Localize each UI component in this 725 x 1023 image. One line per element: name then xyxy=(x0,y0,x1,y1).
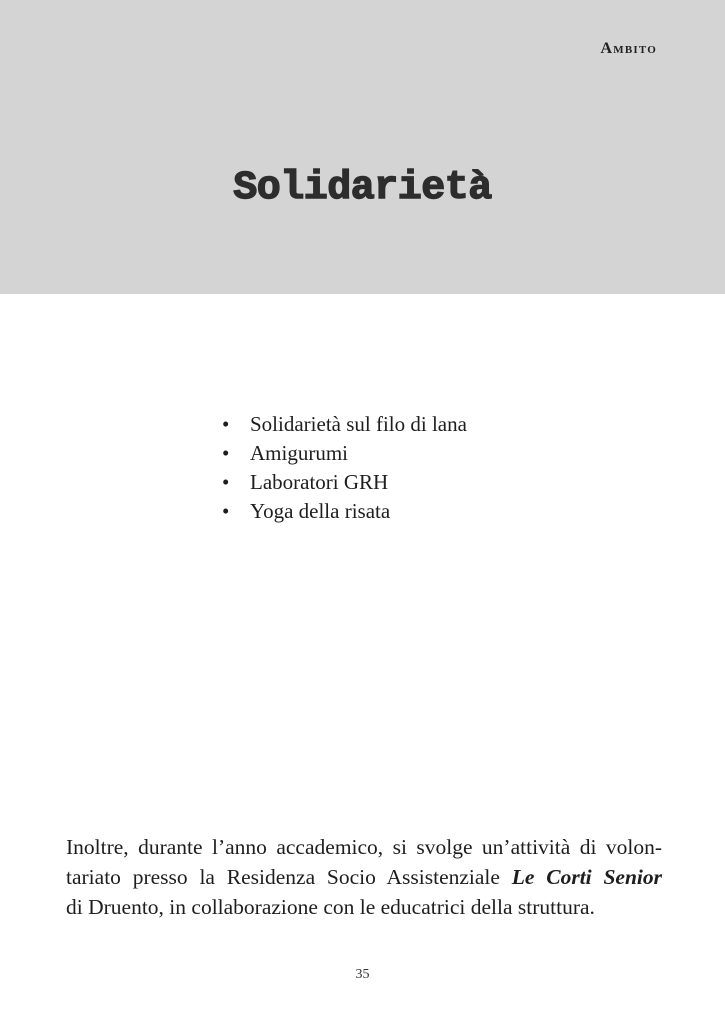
list-item-label: Yoga della risata xyxy=(250,499,391,523)
list-item xyxy=(222,468,467,497)
paragraph-line: di Druento, in collaborazione con le educatrici della struttura. xyxy=(66,895,595,919)
list-item-label: Solidarietà sul filo di lana xyxy=(250,412,467,436)
body-paragraph xyxy=(66,832,662,922)
section-label: Ambito xyxy=(600,40,657,57)
list-item-label: Laboratori GRH xyxy=(250,470,389,494)
header-band xyxy=(0,0,725,294)
bullet-icon: • xyxy=(222,441,230,465)
list-item xyxy=(222,497,467,526)
activity-list xyxy=(222,410,467,526)
paragraph-line xyxy=(66,862,662,892)
residence-name: Le Corti Senior xyxy=(511,865,662,889)
bullet-icon: • xyxy=(222,412,230,436)
page-title: Solidarietà xyxy=(233,166,492,211)
bullet-icon: • xyxy=(222,470,230,494)
bullet-icon: • xyxy=(222,499,230,523)
page-number: 35 xyxy=(355,967,370,982)
paragraph-text: tariato presso la Residenza Socio Assistenziale xyxy=(66,865,512,889)
list-item xyxy=(222,439,467,468)
list-item xyxy=(222,410,467,439)
list-item-label: Amigurumi xyxy=(250,441,348,465)
paragraph-line: Inoltre, durante l’anno accademico, si svolge un’attività di volon- xyxy=(66,835,662,859)
